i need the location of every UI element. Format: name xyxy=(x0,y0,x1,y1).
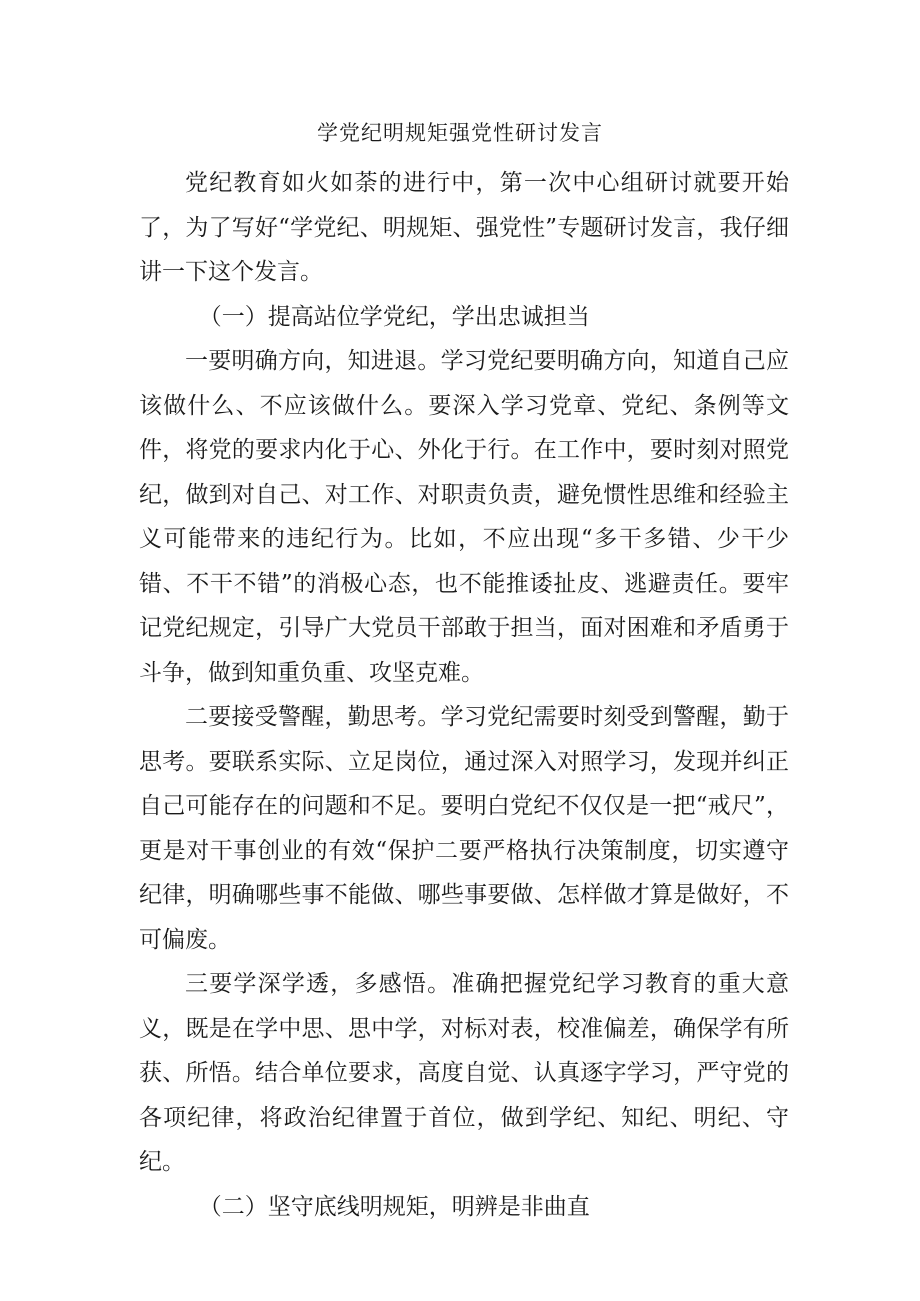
document-title: 学党纪明规矩强党性研讨发言 xyxy=(317,121,603,145)
paragraph-point-2: 二要接受警醒，勤思考。学习党纪需要时刻受到警醒，勤于思考。要联系实际、立足岗位，通过深入对照学习，发现并纠正自己可能存在的问题和不足。要明白党纪不仅仅是一把“戒尺”，更是对干事创业的有效“保护二要严格执行决策制度，切实遵守纪律，明确哪些事不能做、哪些事要做、怎样做才算是做好，不可偏废。 xyxy=(139,704,789,953)
paragraph-point-3: 三要学深学透，多感悟。准确把握党纪学习教育的重大意义，既是在学中思、思中学，对标对表，校准偏差，确保学有所获、所悟。结合单位要求，高度自觉、认真逐字学习，严守党的各项纪律，将政治纪律置于首位，做到学纪、知纪、明纪、守纪。 xyxy=(139,971,789,1175)
document-body xyxy=(139,161,789,1229)
section-heading-2: （二）坚守底线明规矩，明辨是非曲直 xyxy=(198,1193,590,1220)
paragraph-intro: 党纪教育如火如荼的进行中，第一次中心组研讨就要开始了，为了写好“学党纪、明规矩、强党性”专题研讨发言，我仔细讲一下这个发言。 xyxy=(139,170,789,285)
section-heading-1: （一）提高站位学党纪，学出忠诚担当 xyxy=(198,303,590,330)
paragraph-point-1: 一要明确方向，知进退。学习党纪要明确方向，知道自己应该做什么、不应该做什么。要深入学习党章、党纪、条例等文件，将党的要求内化于心、外化于行。在工作中，要时刻对照党纪，做到对自己、对工作、对职责负责，避免惯性思维和经验主义可能带来的违纪行为。比如，不应出现“多干多错、少干少错、不干不错”的消极心态，也不能推诿扯皮、逃避责任。要牢记党纪规定，引导广大党员干部敢于担当，面对困难和矛盾勇于斗争，做到知重负重、攻坚克难。 xyxy=(139,348,789,686)
